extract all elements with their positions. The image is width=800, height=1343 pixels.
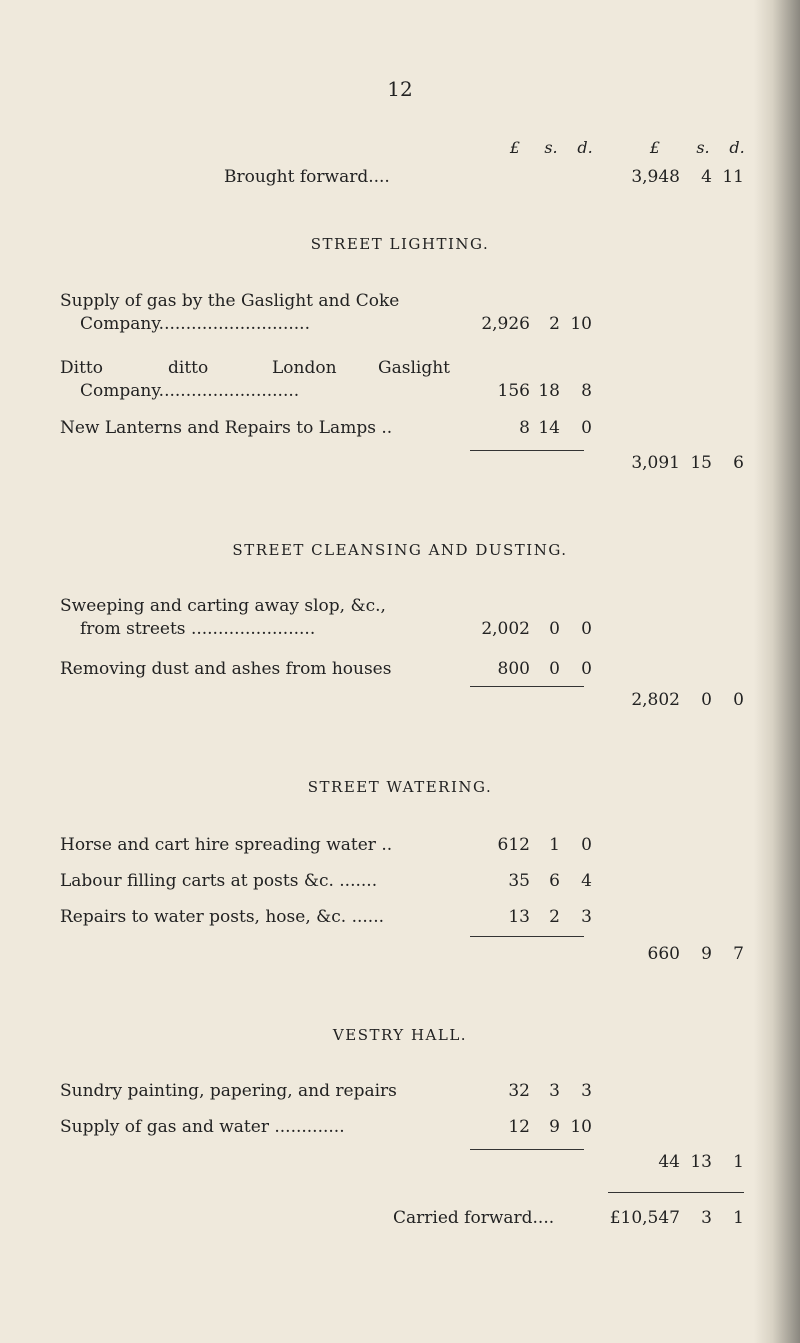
section-total-shillings: 15 xyxy=(690,453,712,473)
section-heading-street-lighting: STREET LIGHTING. xyxy=(310,235,490,253)
carried-forward-shillings: 3 xyxy=(701,1208,712,1228)
brought-forward-pounds: 3,948 xyxy=(631,167,680,187)
entry-shillings: 2 xyxy=(549,314,560,334)
entry-shillings: 2 xyxy=(549,907,560,927)
entry-text: Supply of gas and water ............. xyxy=(60,1117,345,1137)
entry-text: Company............................ xyxy=(80,314,310,334)
entry-pounds: 8 xyxy=(519,418,530,438)
entry-pounds: 800 xyxy=(497,659,530,679)
section-heading-vestry-hall: VESTRY HALL. xyxy=(332,1026,468,1044)
brought-forward-label: Brought forward.... xyxy=(224,167,390,187)
carried-forward-label: Carried forward.... xyxy=(393,1208,555,1228)
entry-shillings: 6 xyxy=(549,871,560,891)
col-header-pounds-2: £ xyxy=(649,138,661,157)
section-total-pounds: 660 xyxy=(647,944,680,964)
entry-pence: 0 xyxy=(581,619,592,639)
entry-pounds: 35 xyxy=(508,871,530,891)
carried-forward-pounds: £10,547 xyxy=(609,1208,680,1228)
section-heading-street-watering: STREET WATERING. xyxy=(307,778,493,796)
subtotal-rule xyxy=(470,450,584,451)
entry-pence: 10 xyxy=(570,314,592,334)
entry-pence: 3 xyxy=(581,907,592,927)
entry-text: Company.......................... xyxy=(80,381,300,401)
entry-text: Ditto xyxy=(60,358,103,378)
section-total-pence: 0 xyxy=(733,690,744,710)
entry-text: New Lanterns and Repairs to Lamps .. xyxy=(60,418,393,438)
entry-pounds: 156 xyxy=(497,381,530,401)
entry-shillings: 14 xyxy=(538,418,560,438)
entry-shillings: 18 xyxy=(538,381,560,401)
entry-pounds: 2,926 xyxy=(481,314,530,334)
entry-pence: 3 xyxy=(581,1081,592,1101)
page-edge-shadow xyxy=(754,0,800,1343)
entry-pence: 0 xyxy=(581,418,592,438)
entry-text: London xyxy=(272,358,337,378)
brought-forward-shillings: 4 xyxy=(701,167,712,187)
entry-pounds: 32 xyxy=(508,1081,530,1101)
section-total-pence: 7 xyxy=(733,944,744,964)
entry-pence: 0 xyxy=(581,835,592,855)
entry-pence: 8 xyxy=(581,381,592,401)
total-rule xyxy=(608,1192,744,1193)
entry-text: Labour filling carts at posts &c. ....... xyxy=(60,871,378,891)
subtotal-rule xyxy=(470,1149,584,1150)
subtotal-rule xyxy=(470,686,584,687)
section-total-pence: 1 xyxy=(733,1152,744,1172)
entry-text: Supply of gas by the Gaslight and Coke xyxy=(60,291,400,311)
section-total-pounds: 44 xyxy=(658,1152,680,1172)
entry-shillings: 0 xyxy=(549,659,560,679)
entry-shillings: 0 xyxy=(549,619,560,639)
col-header-pence-1: d. xyxy=(577,138,593,157)
col-header-shillings-2: s. xyxy=(696,138,710,157)
col-header-pence-2: d. xyxy=(729,138,745,157)
col-header-shillings-1: s. xyxy=(544,138,558,157)
section-total-shillings: 9 xyxy=(701,944,712,964)
entry-pence: 4 xyxy=(581,871,592,891)
entry-text: Sundry painting, papering, and repairs xyxy=(60,1081,397,1101)
subtotal-rule xyxy=(470,936,584,937)
entry-shillings: 1 xyxy=(549,835,560,855)
page-number: 12 xyxy=(387,77,413,101)
entry-pounds: 12 xyxy=(508,1117,530,1137)
brought-forward-pence: 11 xyxy=(722,167,744,187)
entry-text: from streets ....................... xyxy=(80,619,316,639)
carried-forward-pence: 1 xyxy=(733,1208,744,1228)
entry-pounds: 612 xyxy=(497,835,530,855)
entry-pence: 10 xyxy=(570,1117,592,1137)
section-total-pence: 6 xyxy=(733,453,744,473)
entry-text: Repairs to water posts, hose, &c. ...... xyxy=(60,907,385,927)
section-heading-street-cleansing: STREET CLEANSING AND DUSTING. xyxy=(232,541,568,559)
entry-text: Sweeping and carting away slop, &c., xyxy=(60,596,386,616)
entry-pence: 0 xyxy=(581,659,592,679)
entry-text: Removing dust and ashes from houses xyxy=(60,659,392,679)
entry-pounds: 13 xyxy=(508,907,530,927)
section-total-shillings: 0 xyxy=(701,690,712,710)
entry-shillings: 9 xyxy=(549,1117,560,1137)
entry-text: ditto xyxy=(168,358,209,378)
entry-text: Horse and cart hire spreading water .. xyxy=(60,835,393,855)
entry-pounds: 2,002 xyxy=(481,619,530,639)
section-total-pounds: 2,802 xyxy=(631,690,680,710)
section-total-pounds: 3,091 xyxy=(631,453,680,473)
section-total-shillings: 13 xyxy=(690,1152,712,1172)
col-header-pounds-1: £ xyxy=(509,138,521,157)
entry-shillings: 3 xyxy=(549,1081,560,1101)
entry-text: Gaslight xyxy=(378,358,450,378)
